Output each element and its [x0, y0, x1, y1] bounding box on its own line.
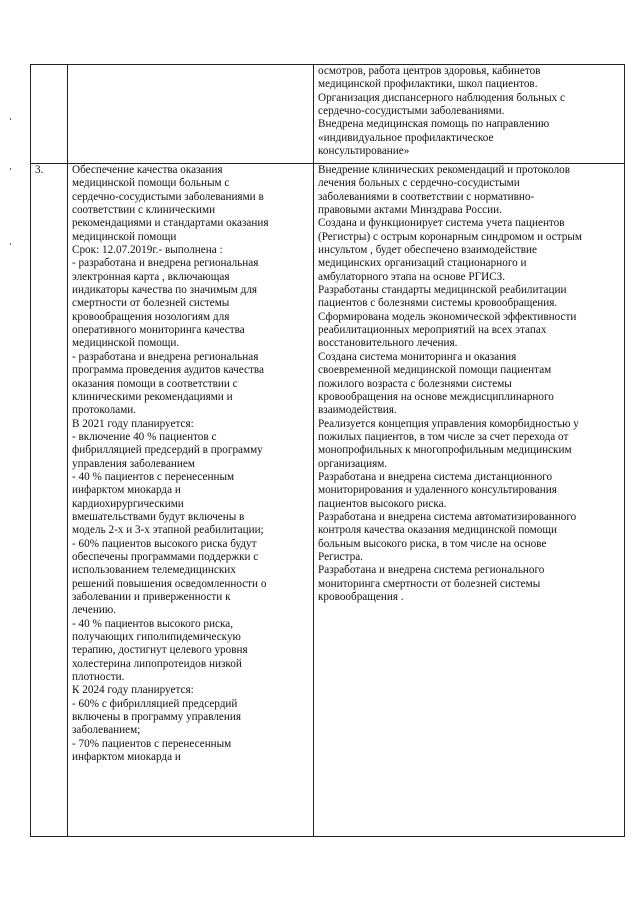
text-line: плотности.	[72, 671, 125, 684]
text-line: - разработана и внедрена региональная	[72, 257, 259, 270]
text-line: Обеспечение качества оказания	[72, 164, 223, 176]
text-line: использованием телемедицинских	[72, 564, 236, 577]
text-line: К 2024 году планируется:	[72, 684, 194, 697]
task-cell	[68, 65, 314, 164]
text-line: фибрилляцией предсердий в программу	[72, 444, 263, 457]
text-line: рекомендациями и стандартами оказания	[72, 217, 269, 230]
text-line: инфарктом миокарда и	[72, 484, 181, 497]
text-line: включены в программу управления	[72, 711, 242, 724]
task-cell	[68, 164, 314, 837]
text-line: решений повышения осведомленности о	[72, 577, 267, 590]
text-line: медицинской помощи	[72, 230, 177, 243]
text-line: кардиохирургическими	[72, 497, 184, 510]
text-line: Организация диспансерного наблюдения больных с	[318, 91, 566, 104]
scan-speck	[10, 118, 11, 120]
text-line: контроля качества оказания медицинской помощи	[318, 524, 557, 537]
text-line: монопрофильных к многопрофильным медицинским	[318, 444, 572, 457]
text-line: сердечно-сосудистыми заболеваниями.	[318, 105, 505, 118]
text-line: индикаторы качества по значимым для	[72, 284, 258, 297]
table-row	[31, 164, 625, 837]
text-line: - 40 % пациентов высокого риска,	[72, 617, 234, 630]
scan-speck	[10, 243, 11, 245]
text-line: оказания помощи в соответствии с	[72, 377, 238, 390]
text-line: соответствии с клиническими	[72, 204, 216, 217]
text-line: пожилых пациентов, в том числе за счет перехода от	[318, 430, 569, 443]
result-cell	[314, 65, 625, 164]
text-line: Внедрение клинических рекомендаций и протоколов	[318, 164, 571, 176]
text-line: кровообращения на основе междисциплинарного	[318, 390, 554, 403]
text-line: модель 2-х и 3-х этапной реабилитации;	[72, 524, 264, 537]
text-line: кровообращения .	[318, 591, 404, 603]
text-line: терапию, достигнут целевого уровня	[72, 644, 248, 657]
result-cell	[314, 164, 625, 837]
text-line: Регистра.	[318, 550, 363, 563]
text-line: заболеваниями в соответствии с нормативно-	[318, 190, 535, 203]
text-line: инфарктом миокарда и	[72, 751, 181, 764]
scan-speck	[10, 168, 11, 170]
text-line: правовыми актами Минздрава России.	[318, 204, 502, 217]
text-line: электронная карта , включающая	[72, 270, 230, 283]
text-line: мониторирования и удаленного консультирования	[318, 484, 557, 497]
text-line: осмотров, работа центров здоровья, кабинетов	[318, 65, 541, 77]
text-line: медицинской помощи.	[72, 337, 180, 350]
text-line: реабилитационных мероприятий на всех этапах	[318, 324, 547, 337]
measures-table	[30, 64, 625, 837]
text-line: лечения больных с сердечно-сосудистыми	[318, 177, 520, 190]
task-text	[72, 164, 310, 764]
text-line: Разработаны стандарты медицинской реабилитации	[318, 284, 567, 297]
text-line: управления заболеванием	[72, 457, 195, 470]
text-line: инсультом , будет обеспечено взаимодействие	[318, 244, 537, 257]
text-line: заболевании и приверженности к	[72, 591, 231, 603]
text-line: Создана и функционирует система учета пациентов	[318, 217, 565, 230]
text-line: - разработана и внедрена региональная	[72, 350, 259, 363]
text-line: - 60% пациентов высокого риска будут	[72, 537, 257, 550]
text-line: Внедрена медицинская помощь по направлению	[318, 118, 550, 131]
text-line: получающих гиполипидемическую	[72, 631, 241, 644]
result-text	[318, 164, 621, 604]
text-line: - 70% пациентов с перенесенным	[72, 737, 232, 750]
text-line: медицинских организаций стационарного и	[318, 257, 527, 270]
text-line: пациентов с болезнями системы кровообращения.	[318, 297, 558, 310]
text-line: мониторинга смертности от болезней системы	[318, 577, 541, 590]
text-line: заболеванием;	[72, 724, 141, 737]
text-line: Разработана и внедрена система дистанционного	[318, 470, 553, 483]
text-line: холестерина липопротеидов низкой	[72, 657, 242, 670]
text-line: В 2021 году планируется:	[72, 417, 194, 430]
text-line: - 60% с фибрилляцией предсердий	[72, 697, 238, 710]
text-line: взаимодействия.	[318, 404, 397, 417]
text-line: программа проведения аудитов качества	[72, 364, 264, 377]
text-line: Сформирована модель экономической эффективности	[318, 310, 577, 323]
text-line: (Регистры) с острым коронарным синдромом и острым	[318, 230, 582, 243]
text-line: амбулаторного этапа на основе РГИСЗ.	[318, 270, 506, 283]
text-line: медицинской профилактики, школ пациентов.	[318, 78, 538, 91]
result-text	[318, 65, 621, 158]
text-line: обеспечены программами поддержки с	[72, 550, 259, 563]
text-line: кровообращения нозологиям для	[72, 310, 230, 323]
text-line: вмешательствами будут включены в	[72, 510, 245, 523]
text-line: пожилого возраста с болезнями системы	[318, 377, 512, 390]
row-number-cell	[31, 65, 68, 164]
text-line: восстановительного лечения.	[318, 337, 458, 350]
text-line: медицинской помощи больным с	[72, 177, 230, 190]
text-line: пациентов высокого риска.	[318, 497, 447, 510]
text-line: лечению.	[72, 604, 116, 617]
text-line: - 40 % пациентов с перенесенным	[72, 470, 235, 483]
text-line: клиническими рекомендациями и	[72, 390, 233, 403]
text-line: Разработана и внедрена система регионального	[318, 564, 545, 577]
text-line: - включение 40 % пациентов с	[72, 430, 217, 443]
table-row	[31, 65, 625, 164]
text-line: «индивидуальное профилактическое	[318, 131, 494, 144]
text-line: больным высокого риска, в том числе на основе	[318, 537, 547, 550]
text-line: Реализуется концепция управления коморбидностью у	[318, 417, 579, 430]
text-line: консультирование»	[318, 145, 410, 158]
text-line: Создана система мониторинга и оказания	[318, 350, 517, 363]
text-line: своевременной медицинской помощи пациентам	[318, 364, 552, 377]
text-line: оперативного мониторинга качества	[72, 324, 245, 337]
text-line: протоколами.	[72, 404, 137, 417]
row-number-cell: 3.	[31, 164, 68, 837]
text-line: сердечно-сосудистыми заболеваниями в	[72, 190, 264, 203]
text-line: смертности от болезней системы	[72, 297, 230, 310]
text-line: организациям.	[318, 457, 388, 470]
text-line: Разработана и внедрена система автоматизированного	[318, 510, 577, 523]
text-line: Срок: 12.07.2019г.- выполнена :	[72, 244, 223, 257]
